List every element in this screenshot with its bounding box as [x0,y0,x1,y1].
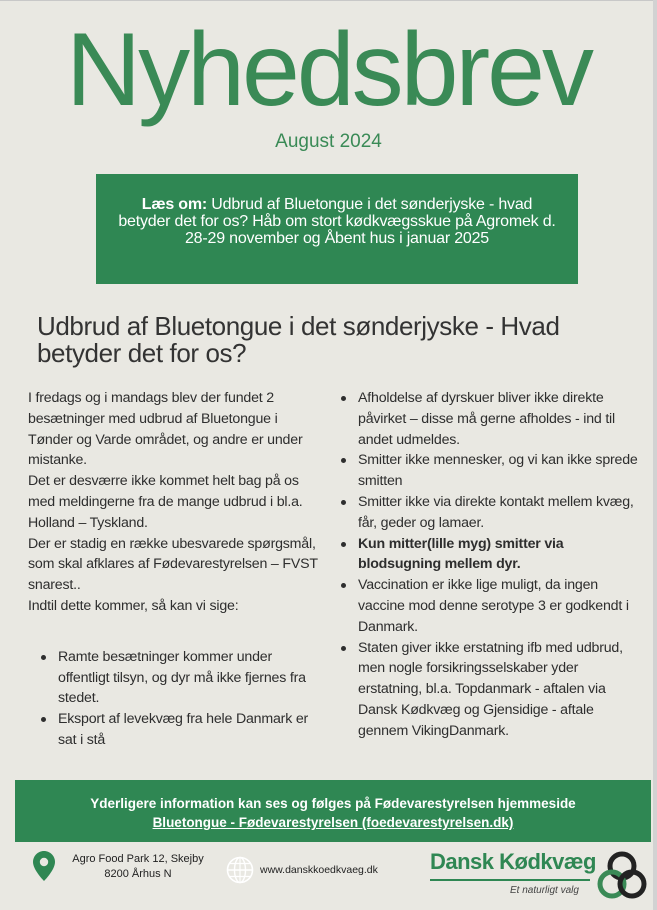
list-item: Staten giver ikke erstatning ifb med udbrud, men nogle forsikringsselskaber yder erstatning, bl.a. Topdanmark - aftalen via Dansk Kødkvæg og Gjensidige - aftale gennem VikingDanmark. [338,638,638,742]
teaser-box [96,174,578,284]
page-top-border [0,0,657,1]
website-link[interactable]: www.danskkoedkvaeg.dk [260,864,378,876]
list-item: Vaccination er ikke lige muligt, da ingen vaccine mod denne serotype 3 er godkendt i Danmark. [338,575,638,637]
teaser-lead: Læs om: [141,196,208,213]
list-item: Ramte besætninger kommer under offentligt tilsyn, og dyr må ikke fjernes fra stedet. [38,647,324,709]
brand-tagline: Et naturligt valg [510,885,579,896]
address-line: Agro Food Park 12, Skejby [72,853,204,865]
paragraph: Der er stadig en række ubesvarede spørgsmål, som skal afklares af Fødevarestyrelsen – FVST snarest.. [28,535,318,594]
paragraph: Det er desværre ikke kommet helt bag på os med meldingerne fra de mange udbrud i bl.a. Holland – Tyskland. [28,473,303,531]
masthead-title: Nyhedsbrev [66,12,591,128]
brand-name: Dansk Kødkvæg [430,849,596,874]
list-item: Smitter ikke mennesker, og vi kan ikke sprede smitten [338,450,638,492]
list-item: Kun mitter(lille myg) smitter via blodsugning mellem dyr. [338,534,638,576]
left-column [28,388,324,751]
brand-underline [430,879,590,881]
footer-address [58,852,218,882]
teaser-text: Udbrud af Bluetongue i det sønderjyske - hvad betyder det for os? Håb om stort kødkvægsskue på Agromek d. 28-29 november og Åbent hus i januar 2025 [118,196,556,247]
rings-logo [594,848,650,904]
info-band [15,780,651,842]
map-pin-icon [33,851,55,881]
right-column [338,388,638,742]
address-line: 8200 Århus N [104,868,172,880]
paragraph: Indtil dette kommer, så kan vi sige: [28,597,239,614]
issue-date: August 2024 [275,131,382,152]
info-text: Yderligere information kan ses og følges på Fødevarestyrelsen hjemmeside [90,796,576,811]
right-bullet-list [338,388,638,742]
list-item: Eksport af levekvæg fra hele Danmark er sat i stå [38,709,324,751]
fvst-link[interactable]: Bluetongue - Fødevarestyrelsen (foedevarestyrelsen.dk) [152,815,514,830]
list-item: Afholdelse af dyrskuer bliver ikke direkte påvirket – disse må gerne afholdes - ind til andet udmeldes. [338,388,638,450]
left-bullet-list [28,647,324,751]
article-headline: Udbrud af Bluetongue i det sønderjyske - Hvad betyder det for os? [37,311,560,368]
globe-icon [226,856,254,884]
list-item: Smitter ikke via direkte kontakt mellem kvæg, får, geder og lamaer. [338,492,638,534]
paragraph: I fredags og i mandags blev der fundet 2 besætninger med udbrud af Bluetongue i Tønder og Varde området, og andre er under mistanke. [28,390,303,469]
